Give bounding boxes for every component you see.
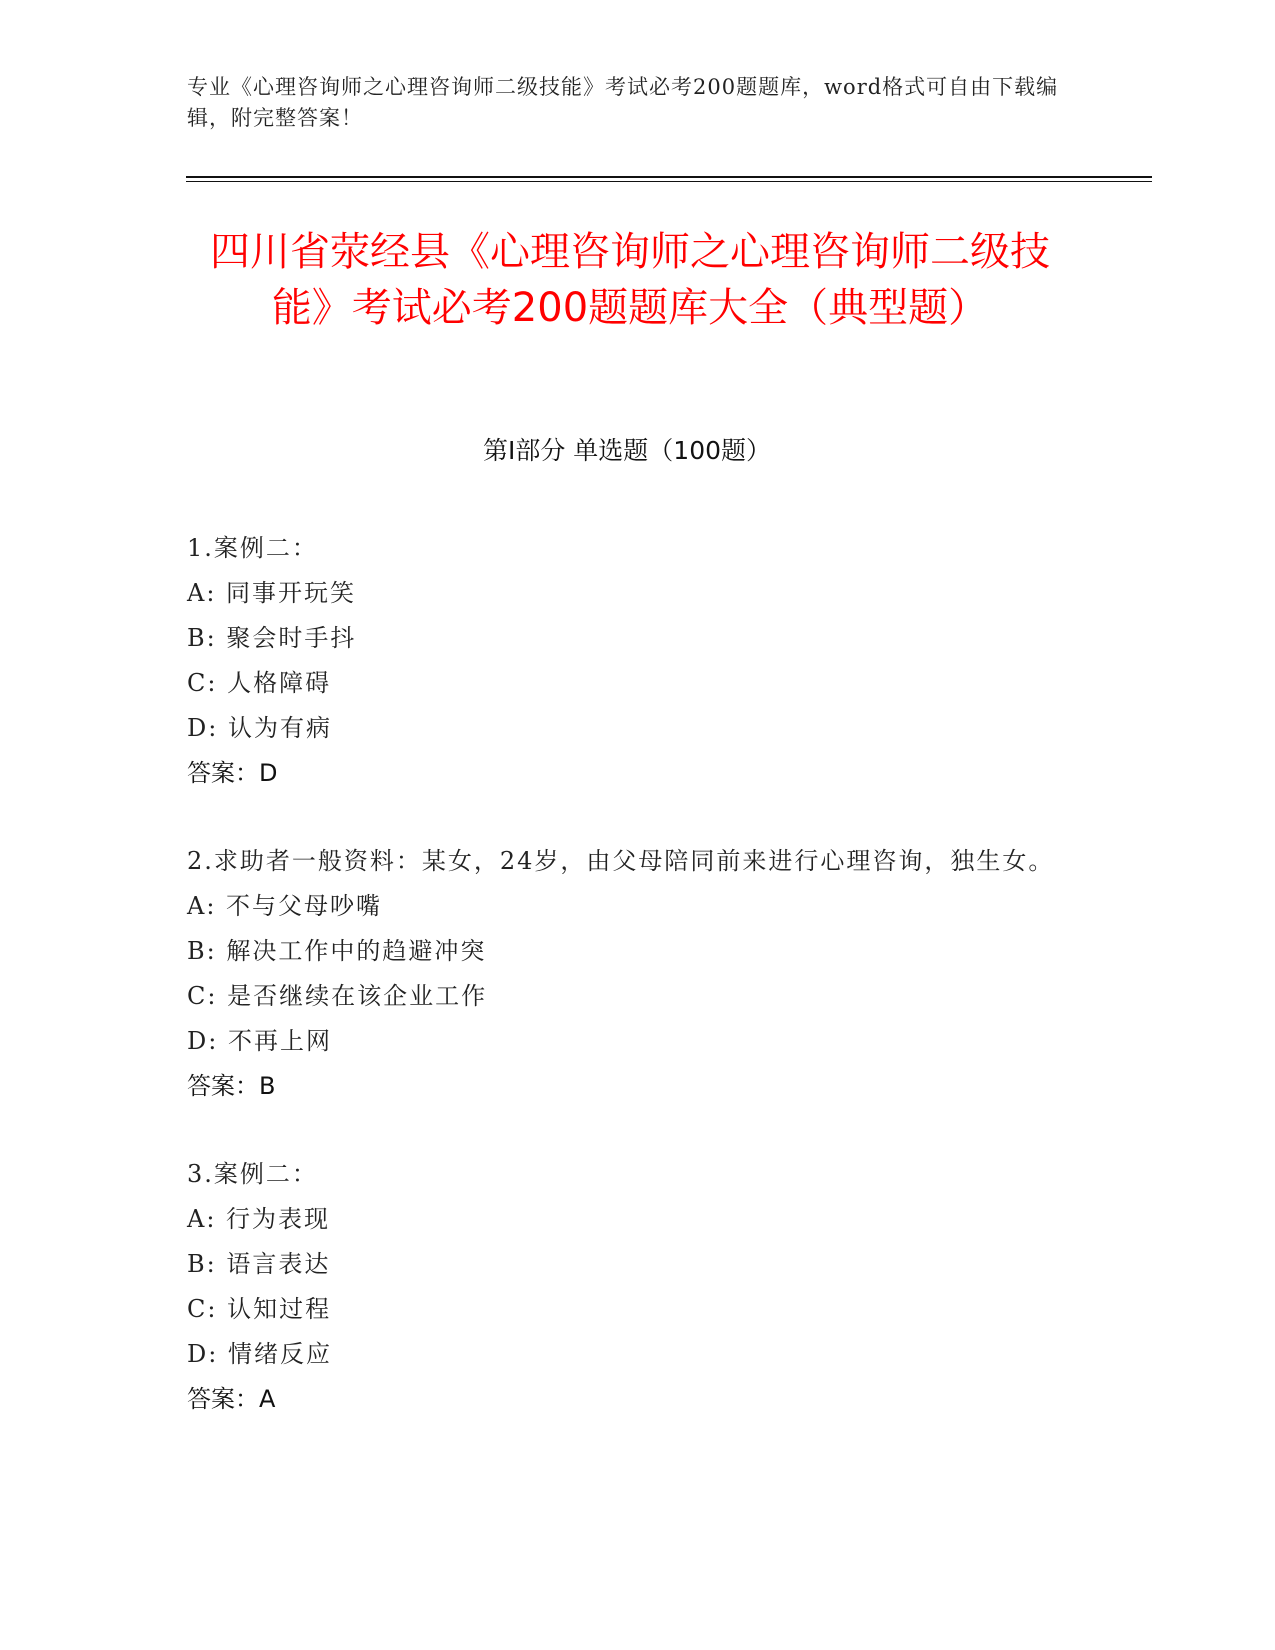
option-b: B: 解决工作中的趋避冲突 xyxy=(187,937,487,965)
answer: 答案：D xyxy=(187,759,278,787)
section-title: 第I部分 单选题（100题） xyxy=(482,436,772,465)
question-stem: 2.求助者一般资料：某女，24岁，由父母陪同前来进行心理咨询，独生女。 xyxy=(187,847,1055,875)
answer: 答案：A xyxy=(187,1385,276,1413)
question-stem: 3.案例二： xyxy=(187,1160,318,1188)
option-c: C: 是否继续在该企业工作 xyxy=(187,982,488,1010)
option-c: C: 认知过程 xyxy=(187,1295,332,1323)
header-note: 专业《心理咨询师之心理咨询师二级技能》考试必考200题题库，word格式可自由下载编辑，附完整答案！ xyxy=(187,75,1059,130)
option-a: A: 不与父母吵嘴 xyxy=(187,892,383,920)
question-stem: 1.案例二： xyxy=(187,534,318,562)
question-2 xyxy=(187,839,1067,1109)
option-d: D: 认为有病 xyxy=(187,714,332,742)
option-b: B: 聚会时手抖 xyxy=(187,624,357,652)
header-divider-thick xyxy=(186,176,1152,178)
option-d: D: 不再上网 xyxy=(187,1027,332,1055)
option-c: C: 人格障碍 xyxy=(187,669,332,697)
document-title: 四川省荥经县《心理咨询师之心理咨询师二级技能》考试必考200题题库大全（典型题） xyxy=(210,229,1050,331)
question-1 xyxy=(187,526,1067,796)
option-d: D: 情绪反应 xyxy=(187,1340,332,1368)
question-list xyxy=(187,526,1067,1465)
option-b: B: 语言表达 xyxy=(187,1250,331,1278)
question-3 xyxy=(187,1152,1067,1422)
header-divider-thin xyxy=(186,181,1152,182)
option-a: A: 同事开玩笑 xyxy=(187,579,357,607)
answer: 答案：B xyxy=(187,1072,276,1100)
option-a: A: 行为表现 xyxy=(187,1205,331,1233)
